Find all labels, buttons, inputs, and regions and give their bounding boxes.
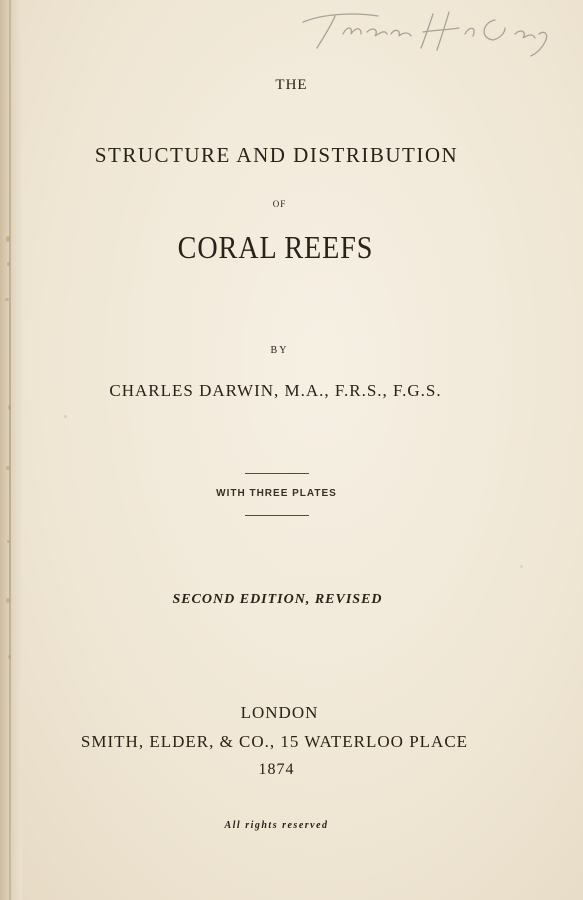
pencil-signature [283, 4, 563, 60]
foxing-spot [520, 565, 523, 568]
top-rule [245, 473, 309, 474]
foxing-spot [6, 236, 10, 242]
foxing-spot [64, 415, 67, 418]
foxing-spot [8, 655, 11, 659]
bottom-rule [245, 515, 309, 516]
rights-notice: All rights reserved [224, 820, 329, 831]
book-title-line-2: CORAL REEFS [177, 229, 374, 265]
publication-year: 1874 [258, 761, 295, 778]
foxing-spot [5, 298, 9, 301]
title-article: THE [275, 77, 308, 93]
foxing-spot [7, 262, 10, 266]
edition-note: SECOND EDITION, REVISED [172, 592, 383, 607]
title-preposition: OF [272, 199, 287, 209]
publisher: SMITH, ELDER, & CO., 15 WATERLOO PLACE [80, 732, 469, 751]
foxing-spot [8, 405, 11, 410]
author-prefix: BY [270, 345, 289, 356]
foxing-spot [6, 466, 10, 470]
publication-city: LONDON [240, 703, 319, 722]
author-name: CHARLES DARWIN, M.A., F.R.S., F.G.S. [109, 381, 442, 400]
plates-note: WITH THREE PLATES [216, 488, 337, 499]
foxing-spot [7, 540, 10, 543]
book-title-line-1: STRUCTURE AND DISTRIBUTION [94, 143, 459, 167]
